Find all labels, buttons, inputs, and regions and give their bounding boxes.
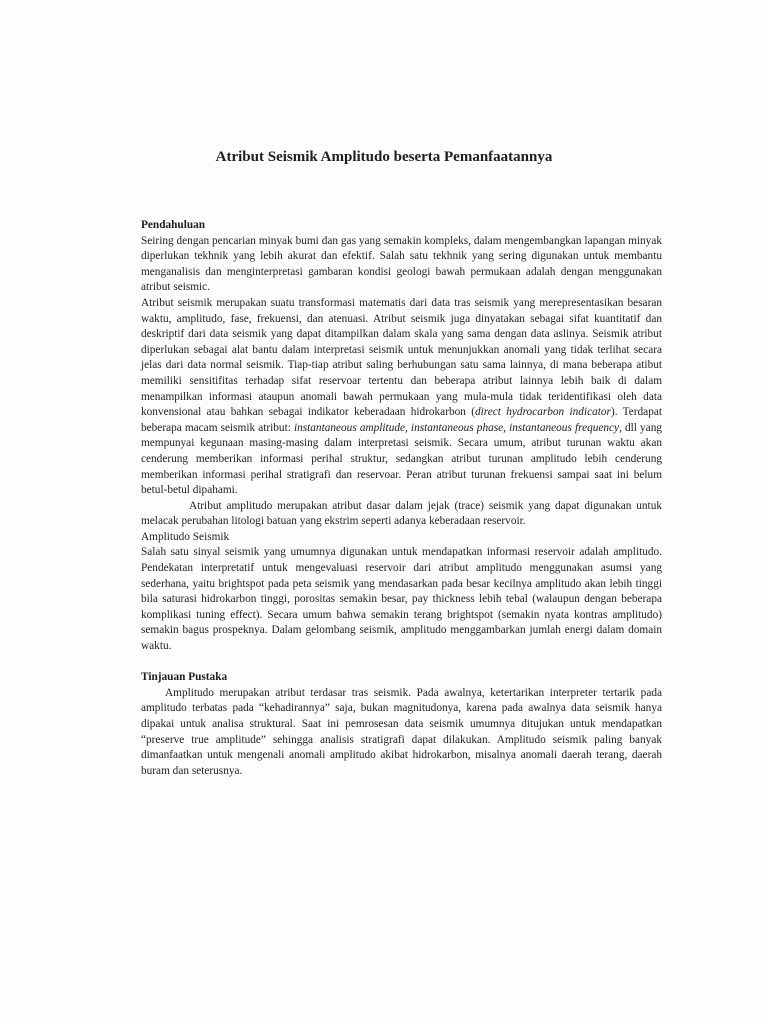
italic-term: direct hydrocarbon indicator (475, 406, 611, 419)
paragraph (141, 296, 662, 499)
spacer (141, 655, 662, 671)
paragraph: Salah satu sinyal seismik yang umumnya digunakan untuk mendapatkan informasi reservoir adalah amplitudo. Pendekatan interpretatif untuk mengevaluasi reservoir dari atribut amplitudo menggunakan asumsi yang sederhana, yaitu brightspot pada peta seismik yang mendasarkan pada besar kecilnya amplitudo akan lebih tinggi bila saturasi hidrokarbon tinggi, porositas semakin besar, pay thickness lebih tebal (walaupun dengan beberapa komplikasi tuning effect). Secara umum bahwa semakin terang brightspot (semakin nyata kontras amplitudo) semakin bagus prospeknya. Dalam gelombang seismik, amplitudo menggambarkan jumlah energi dalam domain waktu. (141, 546, 662, 653)
section-heading-amplitudo: Amplitudo Seismik (141, 530, 230, 543)
section-heading-pendahuluan: Pendahuluan (141, 219, 206, 231)
paragraph: Seiring dengan pencarian minyak bumi dan gas yang semakin kompleks, dalam mengembangkan lapangan minyak diperlukan tekhnik yang lebih akurat dan efektif. Salah satu tekhnik yang sering digunakan untuk membantu menganalisis dan menginterpretasi gambaran kondisi geologi bawah permukaan adalah dengan menggunakan atribut seismic. (141, 234, 662, 294)
paragraph-text: Atribut seismik merupakan suatu transformasi matematis dari data tras seismik yang merepresentasikan besaran waktu, amplitudo, fase, frekuensi, dan atenuasi. Atribut seismik juga dinyatakan sebagai sifat kuantitatif dan deskriptif dari data seismik yang dapat ditampilkan dalam skala yang sama dengan data aslinya. Seismik atribut diperlukan sebagai alat bantu dalam interpretasi seismik untuk menunjukkan anomali yang tidak terlihat secara jelas dari data normal seismik. Tiap-tiap atribut saling berhubungan satu sama lainnya, di mana beberapa atibut memiliki sensitifitas terhadap sifat reservoar tertentu dan beberapa atribut lainnya lebih baik di dalam menampilkan informasi ataupun anomali bawah permukaan yang mula-mula tidak teridentifikasi oleh data konvensional atau bahkan sebagai indikator keberadaan hidrokarbon ( (141, 296, 662, 419)
document-body (141, 218, 662, 779)
paragraph-text: ). Terdapat beberapa macam seismik atribut: (141, 406, 662, 434)
italic-term: instantaneous amplitude, instantaneous phase, instantaneous frequency (293, 421, 620, 434)
section-heading-tinjauan: Tinjauan Pustaka (141, 671, 228, 684)
paragraph-text: , dll yang mempunyai kegunaan masing-masing dalam interpretasi seismik. Secara umum, atribut turunan waktu akan cenderung memberikan informasi perihal struktur, sedangkan atribut turunan amplitudo lebih cenderung memberikan informasi perihal stratigrafi dan reservoar. Peran atribut turunan frekuensi sampai saat ini belum betul-betul dipahami. (141, 421, 662, 497)
paragraph: Amplitudo merupakan atribut terdasar tras seismik. Pada awalnya, ketertarikan interpreter tertarik pada amplitudo terbatas pada “kehadirannya” saja, bukan magnitudonya, karena pada awalnya data seismik hanya dipakai untuk analisa struktural. Saat ini pemrosesan data seismik umumnya ditujukan untuk mendapatkan “preserve true amplitude” sehingga analisis stratigrafi dapat dilakukan. Amplitudo seismik paling banyak dimanfaatkan untuk mengenali anomali amplitudo akibat hidrokarbon, misalnya anomali daerah terang, daerah buram dan seterusnya. (141, 686, 662, 777)
paragraph: Atribut amplitudo merupakan atribut dasar dalam jejak (trace) seismik yang dapat digunakan untuk melacak perubahan litologi batuan yang ekstrim seperti adanya keberadaan reservoir. (141, 499, 662, 528)
document-title: Atribut Seismik Amplitudo beserta Pemanfaatannya (215, 149, 553, 165)
